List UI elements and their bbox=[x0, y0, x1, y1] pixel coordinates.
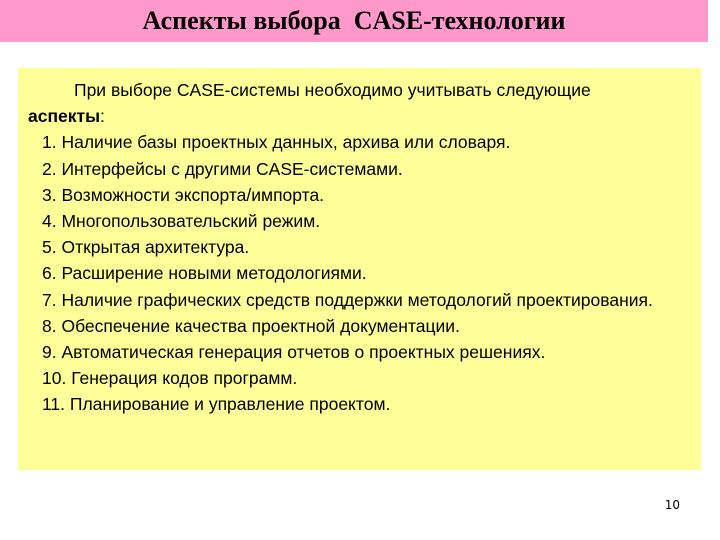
page-number: 10 bbox=[664, 498, 680, 512]
list-item: 7. Наличие графических средств поддержки методологий проектирования. bbox=[42, 289, 653, 310]
content-box bbox=[18, 68, 701, 470]
list-item: 5. Открытая архитектура. bbox=[42, 237, 250, 258]
list-item: 3. Возможности экспорта/импорта. bbox=[42, 184, 325, 205]
slide-title: Аспекты выбора CASE-технологии bbox=[142, 6, 566, 35]
list-item: 9. Автоматическая генерация отчетов о проектных решениях. bbox=[42, 342, 546, 363]
list-item: 1. Наличие базы проектных данных, архива или словаря. bbox=[42, 132, 511, 153]
title-bar bbox=[0, 0, 708, 42]
intro-paragraph bbox=[28, 77, 691, 129]
list-item: 4. Многопользовательский режим. bbox=[42, 211, 321, 232]
list-item: 2. Интерфейсы с другими CASE-системами. bbox=[42, 158, 403, 179]
list-item: 6. Расширение новыми методологиями. bbox=[42, 263, 367, 284]
list-item: 11. Планирование и управление проектом. bbox=[42, 394, 391, 415]
list-item: 10. Генерация кодов программ. bbox=[42, 368, 298, 389]
intro-text: При выборе CASE-системы необходимо учитывать следующие bbox=[74, 80, 591, 100]
intro-bold-word: аспекты bbox=[28, 106, 101, 127]
list-item: 8. Обеспечение качества проектной документации. bbox=[42, 315, 460, 336]
intro-suffix: : bbox=[100, 106, 105, 127]
